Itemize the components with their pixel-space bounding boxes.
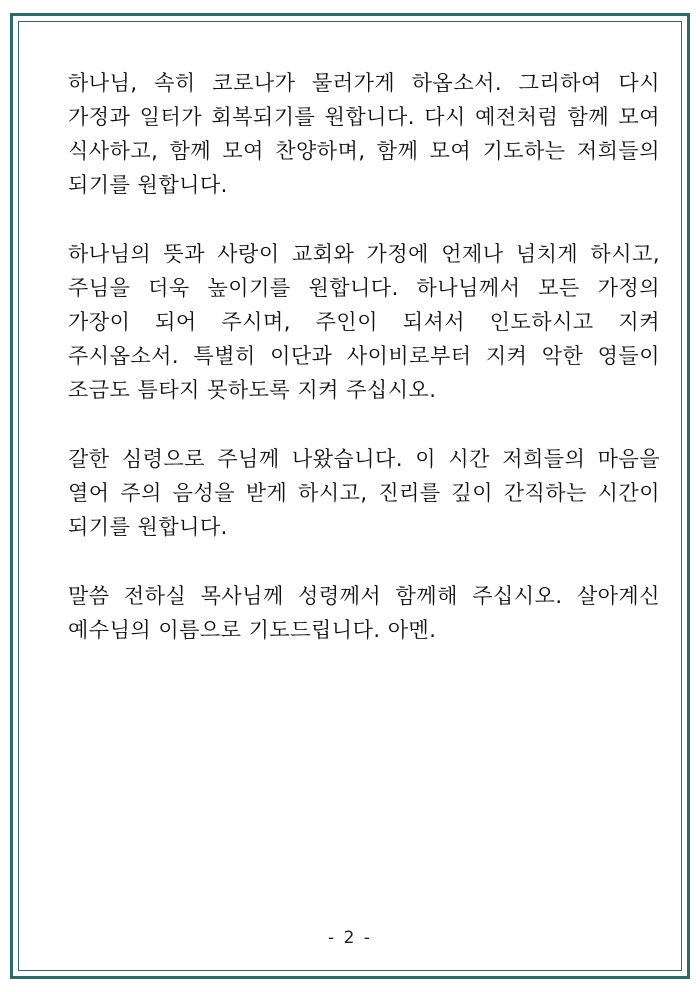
page-number: - 2 - bbox=[328, 928, 372, 948]
paragraph-2: 하나님의 뜻과 사랑이 교회와 가정에 언제나 넘치게 하시고, 주님을 더욱 높이기를 원합니다. 하나님께서 모든 가정의 가장이 되어 주시며, 주인이 되셔서 인도하시고 지켜 주시옵소서. 특별히 이단과 사이비로부터 지켜 악한 영들이 조금도 틈타지 못하도록 지켜 주십시오. bbox=[68, 242, 660, 402]
paragraph-1: 하나님, 속히 코로나가 물러가게 하옵소서. 그리하여 다시 가정과 일터가 회복되기를 원합니다. 다시 예전처럼 함께 모여 식사하고, 함께 모여 찬양하며, 함께 모여 기도하는 저희들의 되기를 원합니다. bbox=[68, 71, 660, 197]
paragraph-4: 말씀 전하실 목사님께 성령께서 함께해 주십시오. 살아계신 예수님의 이름으로 기도드립니다. 아멘. bbox=[68, 584, 660, 642]
paragraph-3: 갈한 심령으로 주님께 나왔습니다. 이 시간 저희들의 마음을 열어 주의 음성을 받게 하시고, 진리를 깊이 간직하는 시간이 되기를 원합니다. bbox=[68, 447, 660, 539]
document-body bbox=[68, 66, 660, 682]
